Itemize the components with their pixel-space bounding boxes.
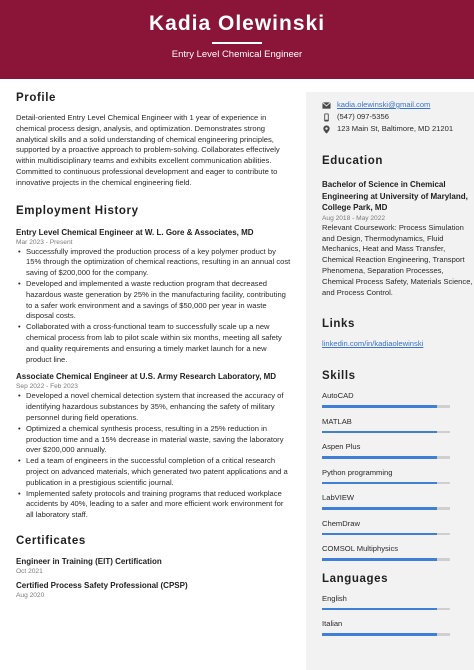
skill-level-fill [322, 456, 437, 459]
job-entry [16, 371, 292, 521]
job-bullets [16, 391, 292, 521]
languages-list [322, 594, 474, 636]
links-section [322, 318, 474, 350]
profile-heading: Profile [16, 92, 56, 104]
candidate-role: Entry Level Chemical Engineer [171, 49, 303, 60]
contact-address-row [322, 123, 474, 135]
profile-text: Detail-oriented Entry Level Chemical Engineer with 1 year of experience in chemical process design, analysis, and optimization. Demonstrates strong analytical skills and a solid understanding of chemical engineering principles, supported by a proactive approach to problem-solving. Collaborates effectively within multidisciplinary teams and exhibits excellent communication abilities. Committed to continuous professional development and eager to contribute to innovative projects in the chemical engineering field. [16, 113, 280, 187]
skill-name: ChemDraw [322, 518, 360, 528]
language-level-bar [322, 608, 450, 611]
skill-level-bar [322, 431, 450, 434]
job-title: Entry Level Chemical Engineer at W. L. Gore & Associates, MD [16, 227, 254, 237]
language-level-fill [322, 608, 437, 611]
language-name: Italian [322, 619, 343, 629]
job-dates: Mar 2023 - Present [16, 238, 73, 246]
job-bullet: • Collaborated with a cross-functional team to successfully scale up a new chemical process from lab to pilot scale within six months, meeting all safety and quality requirements and ensuring a timely market launch for a new product line. [16, 322, 292, 365]
employment-section [16, 205, 292, 521]
employment-heading: Employment History [16, 204, 139, 217]
email-link[interactable]: kadia.olewinski@gmail.com [337, 100, 431, 109]
skill-level-bar [322, 507, 450, 510]
education-heading: Education [322, 155, 383, 167]
job-dates: Sep 2022 - Feb 2023 [16, 383, 78, 391]
skill-level-bar [322, 482, 450, 485]
skill-level-bar [322, 405, 450, 408]
skills-heading: Skills [322, 370, 356, 383]
skill-level-fill [322, 507, 437, 510]
skills-section [322, 370, 474, 561]
job-entry [16, 227, 292, 366]
skill-level-bar [322, 456, 450, 459]
skill-level-fill [322, 431, 437, 434]
skill-name: Python programming [322, 467, 393, 477]
job-bullet: • Led a team of engineers in the successful completion of a critical research project on advanced materials, which generated two patent applications and a publication in a prestigious scientific journal. [16, 456, 292, 488]
job-bullet: • Optimized a chemical synthesis process, resulting in a 25% reduction in production time and a 15% decrease in material waste, saving the laboratory over $200,000 annually. [16, 424, 292, 456]
certificate-date: Oct 2021 [16, 567, 43, 575]
job-bullet: • Successfully improved the production process of a key polymer product by 15% through the optimization of chemical reactions, resulting in an annual cost saving of $200,000 for the company. [16, 247, 292, 279]
education-dates: Aug 2018 - May 2022 [322, 214, 386, 222]
main-column [16, 92, 292, 600]
address: 123 Main St, Baltimore, MD 21201 [337, 124, 454, 133]
email-icon [322, 101, 331, 110]
skill-level-fill [322, 533, 437, 536]
skill-level-fill [322, 558, 437, 561]
language-level-bar [322, 633, 450, 636]
links-heading: Links [322, 318, 356, 331]
languages-section [322, 573, 474, 636]
skill-name: Aspen Plus [322, 442, 361, 452]
contact-block [322, 99, 474, 135]
job-bullet: • Developed a novel chemical detection system that increased the accuracy of identifying hazardous substances by 35%, enhancing the safety of military personnel during field operations. [16, 391, 292, 423]
resume-header [0, 0, 474, 79]
skills-list [322, 391, 474, 561]
profile-section [16, 92, 292, 189]
degree: Bachelor of Science in Chemical Engineering at University of Maryland, College Park, MD [322, 180, 468, 213]
linkedin-link[interactable]: linkedin.com/in/kadiaolewinski [322, 339, 424, 349]
skill-name: MATLAB [322, 416, 352, 426]
phone-number: (547) 097-5356 [337, 112, 389, 121]
certificate-item [16, 556, 292, 576]
skill-level-bar [322, 533, 450, 536]
candidate-name: Kadia Olewinski [148, 12, 326, 35]
languages-heading: Languages [322, 572, 389, 585]
contact-phone-row [322, 111, 474, 123]
job-bullet: • Developed and implemented a waste reduction program that decreased hazardous waste generation by 25% in the manufacturing facility, contributing to a safer work environment and a savings of $50,000 per year in waste disposal costs. [16, 279, 292, 322]
certificate-name: Engineer in Training (EIT) Certification [16, 556, 162, 566]
skill-level-bar [322, 558, 450, 561]
certificates-heading: Certificates [16, 534, 86, 547]
phone-icon [322, 113, 331, 122]
coursework: Relevant Coursework: Process Simulation and Design, Thermodynamics, Fluid Mechanics, Heat and Mass Transfer, Chemical Reaction Engineering, Transport Phenomena, Separation Processes, Chemical Process Safety, Materials Science, and Process Control. [322, 222, 473, 297]
job-title: Associate Chemical Engineer at U.S. Army Research Laboratory, MD [16, 372, 277, 382]
education-section [322, 155, 474, 298]
header-divider [212, 42, 262, 44]
certificate-date: Aug 2020 [16, 591, 45, 599]
skill-level-fill [322, 482, 437, 485]
skill-name: LabVIEW [322, 493, 355, 503]
location-pin-icon [322, 125, 331, 134]
contact-email-row [322, 99, 474, 111]
skill-name: AutoCAD [322, 391, 354, 401]
sidebar [306, 92, 474, 670]
certificate-item [16, 580, 292, 600]
skill-name: COMSOL Multiphysics [322, 544, 399, 554]
skill-level-fill [322, 405, 437, 408]
certificate-name: Certified Process Safety Professional (CPSP) [16, 580, 188, 590]
language-level-fill [322, 633, 437, 636]
job-bullet: • Implemented safety protocols and training programs that reduced workplace accidents by 40%, leading to a safer and more efficient work environment for all laboratory staff. [16, 489, 292, 521]
language-name: English [322, 593, 347, 603]
certificates-section [16, 535, 292, 600]
job-bullets [16, 247, 292, 366]
